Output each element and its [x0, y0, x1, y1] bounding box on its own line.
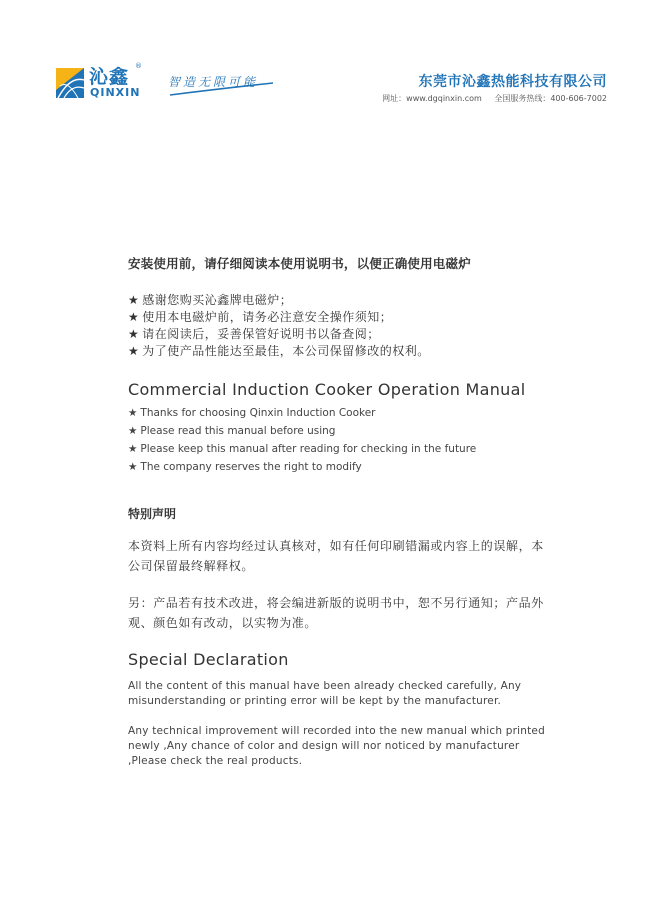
list-item: ★ 请在阅读后，妥善保管好说明书以备查阅； — [128, 327, 380, 341]
star-icon: ★ — [128, 407, 138, 419]
star-icon: ★ — [128, 310, 140, 324]
slogan-text: 智造无限可能 — [168, 75, 259, 89]
star-icon: ★ — [128, 344, 140, 358]
company-logo — [56, 62, 166, 102]
list-item: ★ The company reserves the right to modify — [128, 461, 362, 473]
list-item: ★ 使用本电磁炉前，请务必注意安全操作须知； — [128, 310, 393, 324]
safety-notice-title: 安装使用前，请仔细阅读本使用说明书，以便正确使用电磁炉 — [128, 256, 471, 271]
declaration-paragraph-cn: 另：产品若有技术改进，将会编进新版的说明书中，恕不另行通知；产品外观、颜色如有改动，以实物为准。 — [128, 596, 544, 630]
declaration-paragraph-en: Any technical improvement will recorded into the new manual which printed newly ,Any chance of color and design will nor noticed by manufacturer ,Please check the real products. — [128, 725, 545, 767]
list-item: ★ Thanks for choosing Qinxin Induction Cooker — [128, 407, 376, 419]
logo-english-name: QINXIN — [90, 86, 141, 99]
special-declaration-title-en: Special Declaration — [128, 650, 289, 669]
declaration-paragraph-en: All the content of this manual have been already checked carefully, Any misunderstanding or printing error will be kept by the manufacturer. — [128, 680, 522, 707]
star-icon: ★ — [128, 443, 138, 455]
page-header — [0, 0, 650, 110]
service-hotline: 全国服务热线：400-606-7002 — [494, 94, 607, 103]
star-icon: ★ — [128, 293, 140, 307]
slogan — [168, 67, 278, 99]
declaration-paragraph-cn: 本资料上所有内容均经过认真核对，如有任何印刷错漏或内容上的误解，本公司保留最终解释权。 — [128, 539, 544, 573]
special-declaration-title-cn: 特别声明 — [128, 507, 177, 521]
list-item: ★ 感谢您购买沁鑫牌电磁炉； — [128, 293, 293, 307]
list-item: ★ 为了使产品性能达至最佳，本公司保留修改的权利。 — [128, 344, 430, 358]
chinese-notice-list — [128, 292, 568, 360]
company-name: 东莞市沁鑫热能科技有限公司 — [418, 74, 607, 90]
star-icon: ★ — [128, 461, 138, 473]
company-website: 网址：www.dgqinxin.com — [382, 94, 482, 103]
star-icon: ★ — [128, 327, 140, 341]
list-item: ★ Please keep this manual after reading for checking in the future — [128, 443, 477, 455]
company-contact — [382, 93, 607, 104]
list-item: ★ Please read this manual before using — [128, 425, 336, 437]
star-icon: ★ — [128, 425, 138, 437]
registered-mark: ® — [135, 62, 142, 70]
english-notice-list — [128, 404, 568, 476]
logo-globe-icon — [56, 66, 86, 100]
manual-content — [128, 254, 568, 784]
company-info — [382, 71, 607, 104]
english-manual-title: Commercial Induction Cooker Operation Manual — [128, 380, 526, 399]
slogan-swoosh-icon — [168, 79, 278, 99]
logo-chinese-name: 沁鑫 — [89, 66, 130, 88]
